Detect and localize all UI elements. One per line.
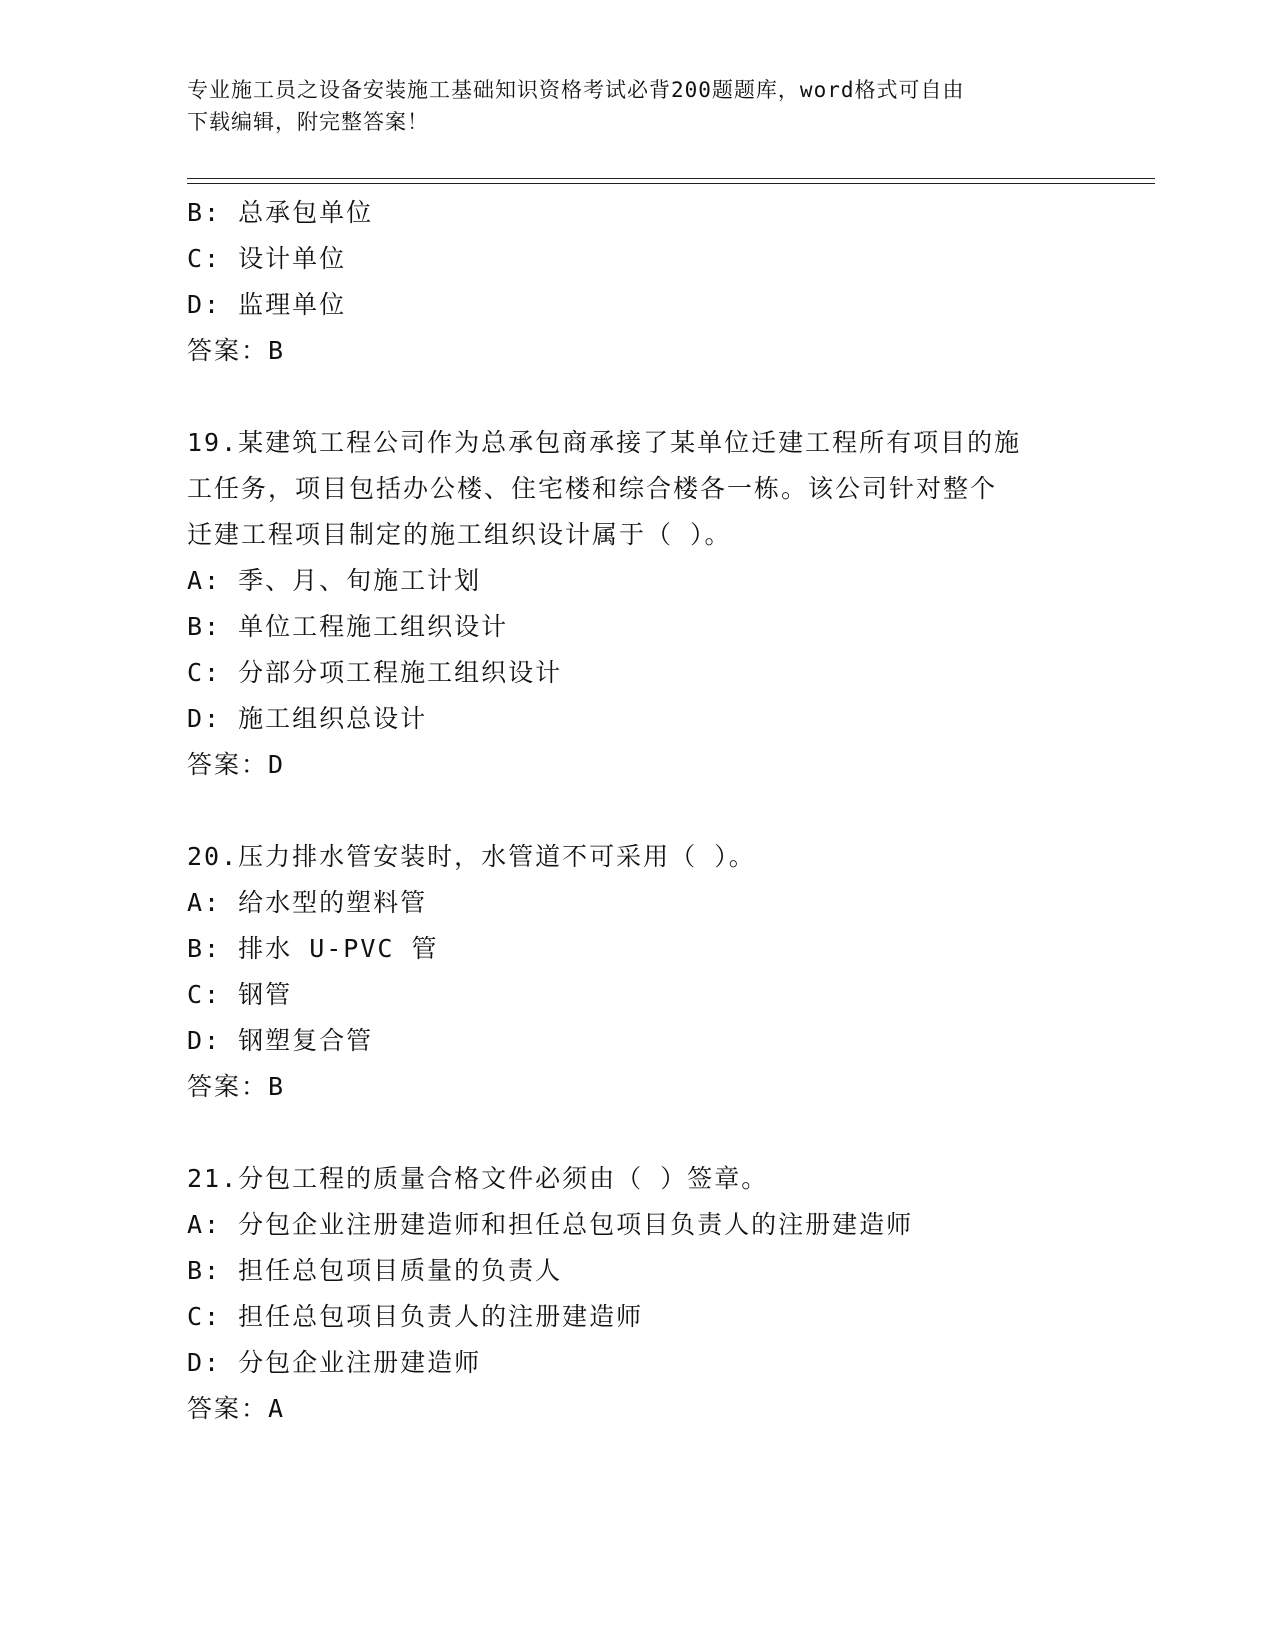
option-b: B: 担任总包项目质量的负责人 (187, 1256, 563, 1285)
answer-line: 答案：B (187, 336, 286, 365)
header-divider-top (187, 178, 1155, 179)
spacer (187, 788, 1087, 834)
option-a: A: 分包企业注册建造师和担任总包项目负责人的注册建造师 (187, 1210, 914, 1239)
option-b: B: 单位工程施工组织设计 (187, 612, 509, 641)
header-divider-bottom (187, 183, 1155, 184)
option-d: D: 施工组织总设计 (187, 704, 428, 733)
option-a: A: 给水型的塑料管 (187, 888, 428, 917)
question-list (187, 190, 1087, 1432)
question-19 (187, 420, 1087, 788)
spacer (187, 1110, 1087, 1156)
option-b: B: 总承包单位 (187, 198, 374, 227)
option-c: C: 担任总包项目负责人的注册建造师 (187, 1302, 644, 1331)
question-20 (187, 834, 1087, 1110)
option-d: D: 监理单位 (187, 290, 347, 319)
option-b: B: 排水 U-PVC 管 (187, 934, 439, 963)
question-18-continuation (187, 190, 1087, 374)
question-stem-line: 工任务，项目包括办公楼、住宅楼和综合楼各一栋。该公司针对整个 (187, 474, 998, 503)
answer-line: 答案：B (187, 1072, 286, 1101)
header-line-1: 专业施工员之设备安装施工基础知识资格考试必背200题题库，word格式可自由 (187, 78, 965, 102)
header-line-2: 下载编辑，附完整答案！ (187, 110, 429, 134)
option-c: C: 设计单位 (187, 244, 347, 273)
option-c: C: 钢管 (187, 980, 293, 1009)
spacer (187, 374, 1087, 420)
answer-line: 答案：D (187, 750, 286, 779)
option-d: D: 钢塑复合管 (187, 1026, 374, 1055)
question-stem-line: 迁建工程项目制定的施工组织设计属于（ ）。 (187, 520, 732, 549)
question-21 (187, 1156, 1087, 1432)
option-d: D: 分包企业注册建造师 (187, 1348, 482, 1377)
question-stem-line: 20.压力排水管安装时，水管道不可采用（ ）。 (187, 842, 756, 871)
document-header (187, 74, 1067, 138)
option-c: C: 分部分项工程施工组织设计 (187, 658, 563, 687)
answer-line: 答案：A (187, 1394, 286, 1423)
question-stem-line: 19.某建筑工程公司作为总承包商承接了某单位迁建工程所有项目的施 (187, 428, 1022, 457)
option-a: A: 季、月、旬施工计划 (187, 566, 482, 595)
question-stem-line: 21.分包工程的质量合格文件必须由（ ）签章。 (187, 1164, 769, 1193)
